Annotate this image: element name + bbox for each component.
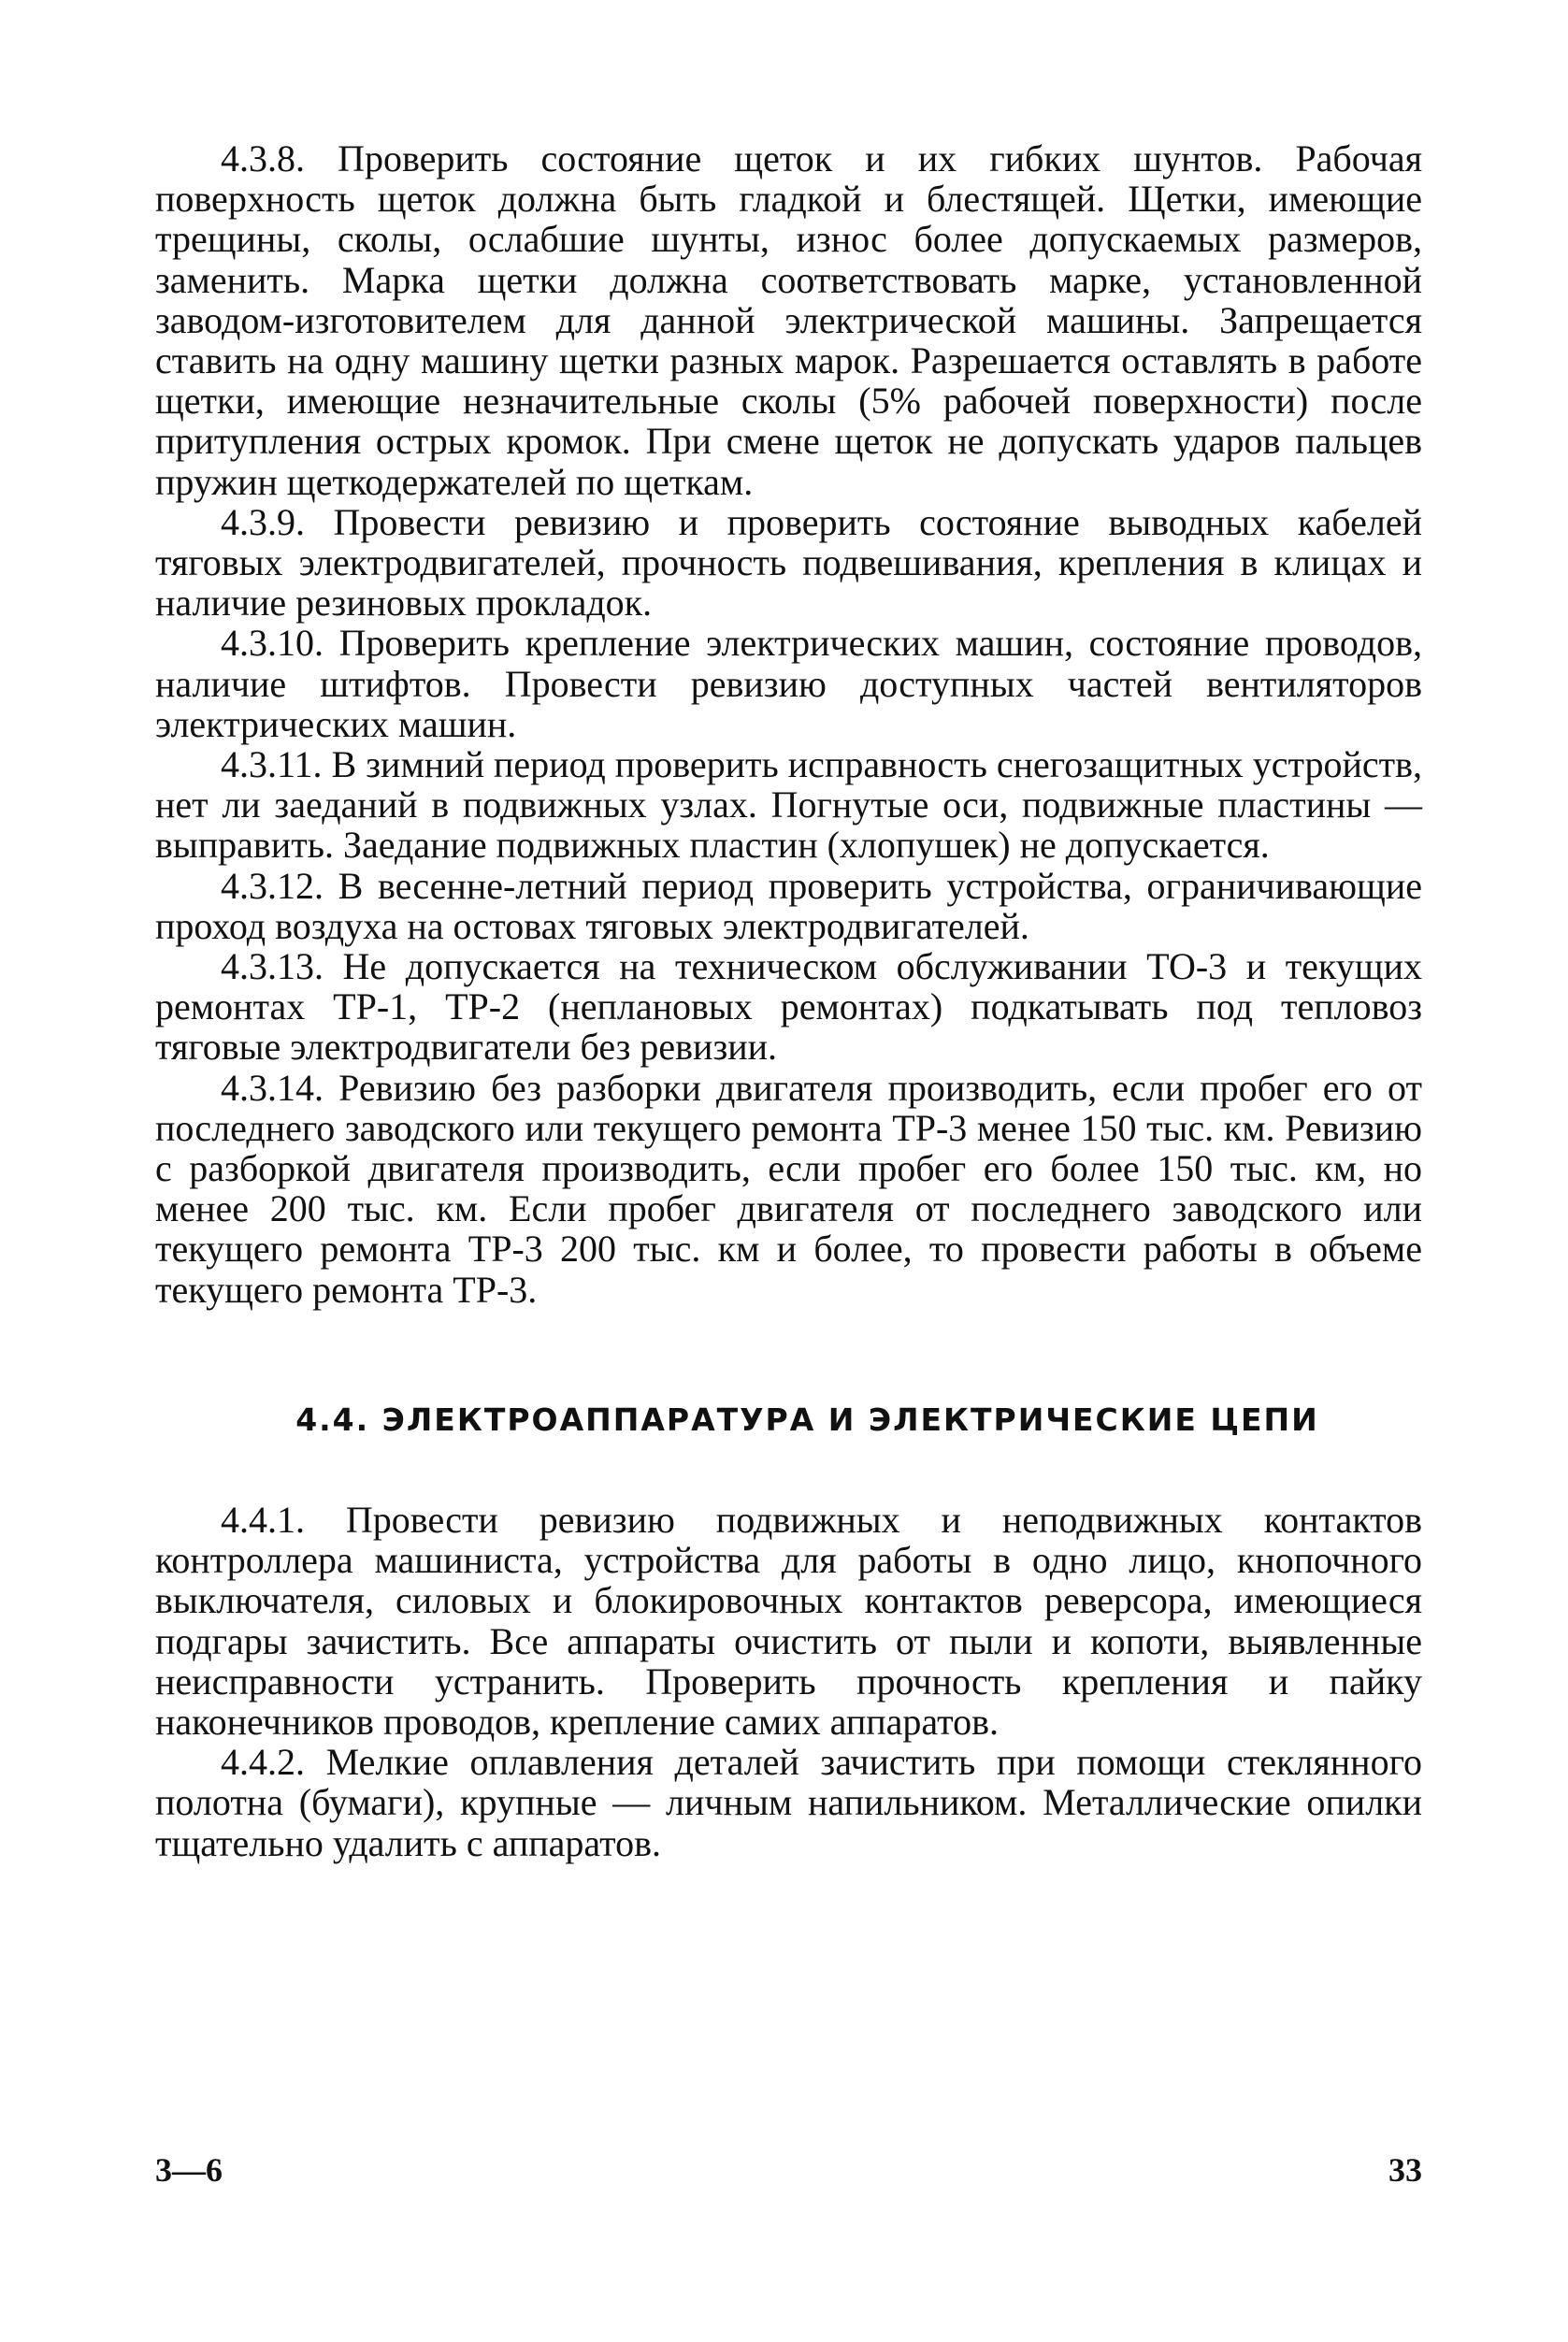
paragraph-4-4-2: 4.4.2. Мелкие оплавления деталей зачистить при помощи стеклянного полотна (бумаги), крупные — личным напильником. Металлические опилки тщательно удалить с аппаратов. <box>155 1741 1422 1864</box>
paragraph-4-3-9: 4.3.9. Провести ревизию и проверить состояние выводных кабелей тяговых электродвигателей, прочность подвешивания, крепления в клицах и наличие резиновых прокладок. <box>155 500 1422 625</box>
section-heading: 4.4. ЭЛЕКТРОАППАРАТУРА И ЭЛЕКТРИЧЕСКИЕ ЦЕПИ <box>295 1401 1319 1438</box>
paragraph-4-3-14: 4.3.14. Ревизию без разборки двигателя производить, если пробег его от последнего заводского или текущего ремонта ТР-3 менее 150 тыс. км. Ревизию с разборкой двигателя производить, если пробег его более 150 тыс. км, но менее 200 тыс. км. Если пробег двигателя от последнего заводского или текущего ремонта ТР-3 200 тыс. км и более, то провести работы в объеме текущего ремонта ТР-3. <box>155 1066 1422 1311</box>
signature-mark: 3—6 <box>155 2151 223 2189</box>
page-footer <box>155 2150 1422 2197</box>
page-number: 33 <box>1388 2151 1422 2189</box>
paragraph-4-4-1: 4.4.1. Провести ревизию подвижных и неподвижных контактов контроллера машиниста, устройства для работы в одно лицо, кнопочного выключателя, силовых и блокировочных контактов реверсора, имеющиеся подгары зачистить. Все аппараты очистить от пыли и копоти, выявленные неисправности устранить. Проверить прочность крепления и пайку наконечников проводов, крепление самих аппаратов. <box>155 1498 1422 1743</box>
paragraph-4-3-10: 4.3.10. Проверить крепление электрических машин, состояние проводов, наличие штифтов. Провести ревизию доступных частей вентиляторов электрических машин. <box>155 622 1422 745</box>
paragraph-4-3-11: 4.3.11. В зимний период проверить исправность снегозащитных устройств, нет ли заеданий в подвижных узлах. Погнутые оси, подвижные пластины — выправить. Заедание подвижных пластин (хлопушек) не допускается. <box>155 743 1422 867</box>
text-block <box>155 138 1422 1863</box>
paragraph-4-3-8: 4.3.8. Проверить состояние щеток и их гибких шунтов. Рабочая поверхность щеток должна быть гладкой и блестящей. Щетки, имеющие трещины, сколы, ослабшие шунты, износ более допускаемых размеров, заменить. Марка щетки должна соответствовать марке, установленной заводом-изготовителем для данной электрической машины. Запрещается ставить на одну машину щетки разных марок. Разрешается оставлять в работе щетки, имеющие незначительные сколы (5% рабочей поверхности) после притупления острых кромок. При смене щеток не допускать ударов пальцев пружин щеткодержателей по щеткам. <box>155 137 1422 503</box>
paragraph-4-3-13: 4.3.13. Не допускается на техническом обслуживании ТО-3 и текущих ремонтах ТР-1, ТР-2 (неплановых ремонтах) подкатывать под тепловоз тяговые электродвигатели без ревизии. <box>155 945 1422 1069</box>
paragraph-4-3-12: 4.3.12. В весенне-летний период проверить устройства, ограничивающие проход воздуха на остовах тяговых электродвигателей. <box>155 864 1422 947</box>
